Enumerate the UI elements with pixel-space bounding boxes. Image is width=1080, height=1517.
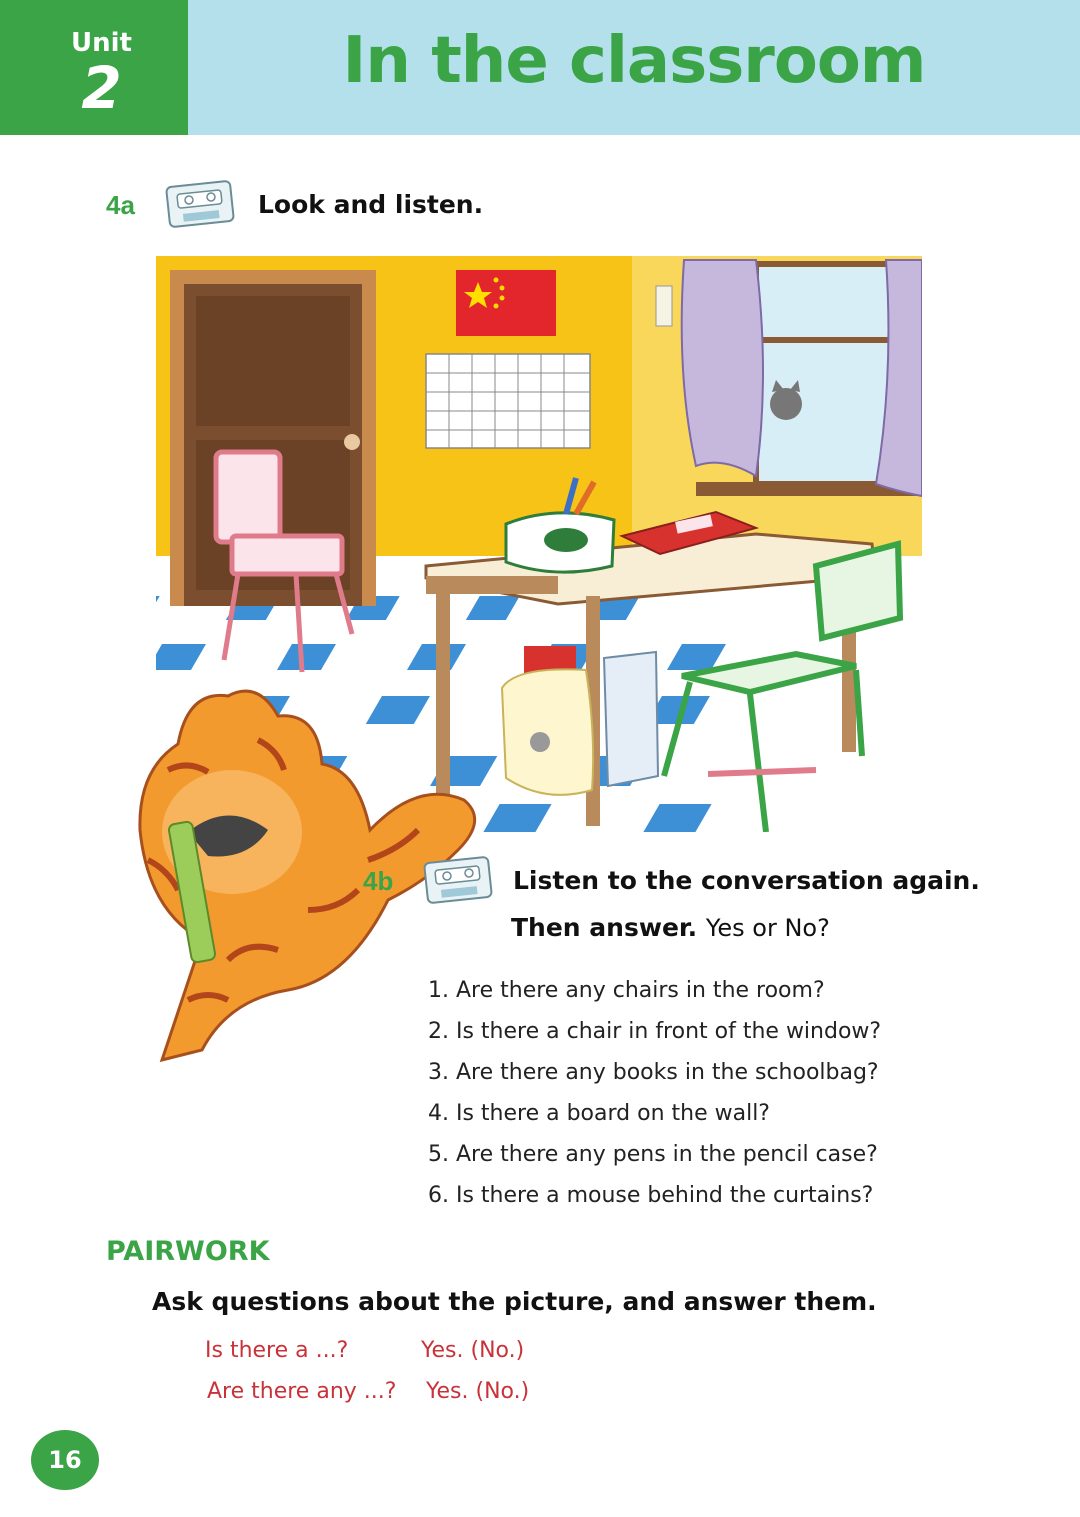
question-item: 5. Are there any pens in the pencil case? — [428, 1142, 878, 1167]
question-item: 3. Are there any books in the schoolbag? — [428, 1060, 879, 1085]
section-4b-instruction-line2 — [511, 913, 830, 942]
section-4b-instruction-then: Then answer. — [511, 913, 698, 942]
pattern-question: Are there any ...? — [207, 1379, 397, 1404]
question-list — [428, 978, 881, 1224]
section-4a-instruction: Look and listen. — [258, 190, 484, 219]
question-item: 4. Is there a board on the wall? — [428, 1101, 770, 1126]
unit-header — [0, 0, 1080, 135]
pairwork-instruction: Ask questions about the picture, and answer them. — [152, 1287, 877, 1316]
question-item: 2. Is there a chair in front of the window? — [428, 1019, 882, 1044]
unit-label: Unit — [71, 28, 132, 58]
yes-no-hint: Yes or No? — [705, 914, 830, 942]
page-number: 16 — [48, 1446, 82, 1474]
pairwork-heading: PAIRWORK — [106, 1236, 270, 1267]
section-4a-tag: 4a — [106, 190, 135, 220]
pattern-answer: Yes. (No.) — [421, 1338, 525, 1363]
pattern-question: Is there a ...? — [205, 1338, 349, 1363]
question-item: 1. Are there any chairs in the room? — [428, 978, 825, 1003]
section-4b-instruction-line1: Listen to the conversation again. — [513, 866, 980, 895]
pattern-answer: Yes. (No.) — [426, 1379, 530, 1404]
section-4b-tag: 4b — [363, 866, 394, 896]
page-title: In the classroom — [342, 24, 926, 98]
unit-badge — [0, 0, 188, 135]
unit-number: 2 — [81, 54, 122, 122]
cassette-icon — [162, 178, 238, 230]
page-number-badge — [31, 1430, 99, 1490]
cassette-icon — [420, 854, 496, 906]
question-item: 6. Is there a mouse behind the curtains? — [428, 1183, 874, 1208]
